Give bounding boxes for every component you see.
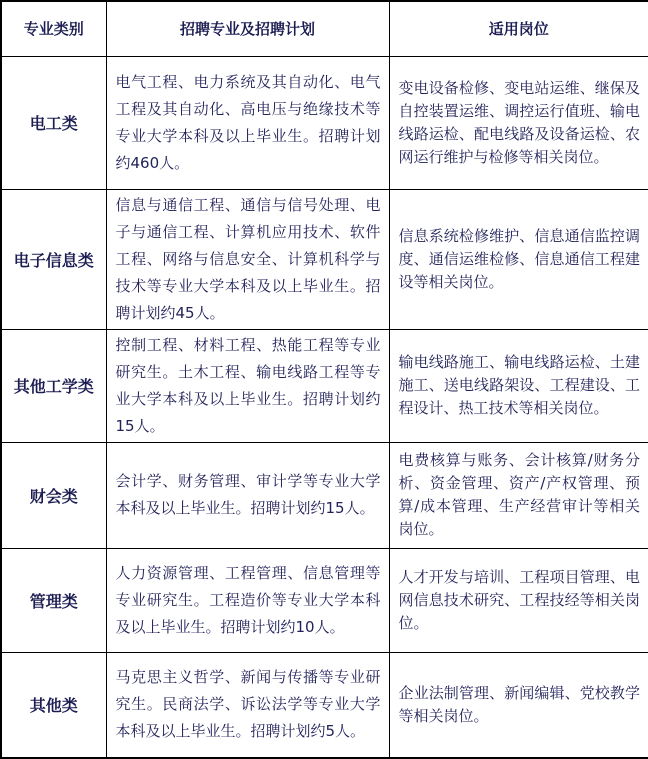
table-row-electronic-info: [1, 189, 648, 329]
header-positions: 适用岗位: [389, 1, 648, 56]
positions-cell: 变电设备检修、变电站运维、继保及自控装置运维、调控运行值班、输电线路运检、配电线路及设备运检、农网运行维护与检修等相关岗位。: [389, 56, 648, 189]
positions-cell: 信息系统检修维护、信息通信监控调度、通信运维检修、信息通信工程建设等相关岗位。: [389, 189, 648, 329]
majors-cell: 信息与通信工程、通信与信号处理、电子与通信工程、计算机应用技术、软件工程、网络与信息安全、计算机科学与技术等专业大学本科及以上毕业生。招聘计划约45人。: [106, 189, 389, 329]
category-cell: 电子信息类: [1, 189, 106, 329]
majors-cell: 电气工程、电力系统及其自动化、电气工程及其自动化、高电压与绝缘技术等专业大学本科及以上毕业生。招聘计划约460人。: [106, 56, 389, 189]
table-row-electrical: [1, 56, 648, 189]
table-header-row: [1, 1, 648, 56]
category-cell: 其他工学类: [1, 329, 106, 442]
category-cell: 其他类: [1, 652, 106, 758]
header-category: 专业类别: [1, 1, 106, 56]
positions-cell: 输电线路施工、输电线路运检、土建施工、送电线路架设、工程建设、工程设计、热工技术等相关岗位。: [389, 329, 648, 442]
category-cell: 管理类: [1, 548, 106, 652]
table-row-management: [1, 548, 648, 652]
positions-cell: 人才开发与培训、工程项目管理、电网信息技术研究、工程技经等相关岗位。: [389, 548, 648, 652]
header-majors: 招聘专业及招聘计划: [106, 1, 389, 56]
majors-cell: 人力资源管理、工程管理、信息管理等专业研究生。工程造价等专业大学本科及以上毕业生。招聘计划约10人。: [106, 548, 389, 652]
category-cell: 电工类: [1, 56, 106, 189]
majors-cell: 会计学、财务管理、审计学等专业大学本科及以上毕业生。招聘计划约15人。: [106, 442, 389, 548]
category-cell: 财会类: [1, 442, 106, 548]
table-row-other: [1, 652, 648, 758]
table-row-other-engineering: [1, 329, 648, 442]
majors-cell: 马克思主义哲学、新闻与传播等专业研究生。民商法学、诉讼法学等专业大学本科及以上毕业生。招聘计划约5人。: [106, 652, 389, 758]
positions-cell: 企业法制管理、新闻编辑、党校教学等相关岗位。: [389, 652, 648, 758]
positions-cell: 电费核算与账务、会计核算/财务分析、资金管理、资产/产权管理、预算/成本管理、生产经营审计等相关岗位。: [389, 442, 648, 548]
table-row-finance-accounting: [1, 442, 648, 548]
majors-cell: 控制工程、材料工程、热能工程等专业研究生。土木工程、输电线路工程等专业大学本科及以上毕业生。招聘计划约15人。: [106, 329, 389, 442]
